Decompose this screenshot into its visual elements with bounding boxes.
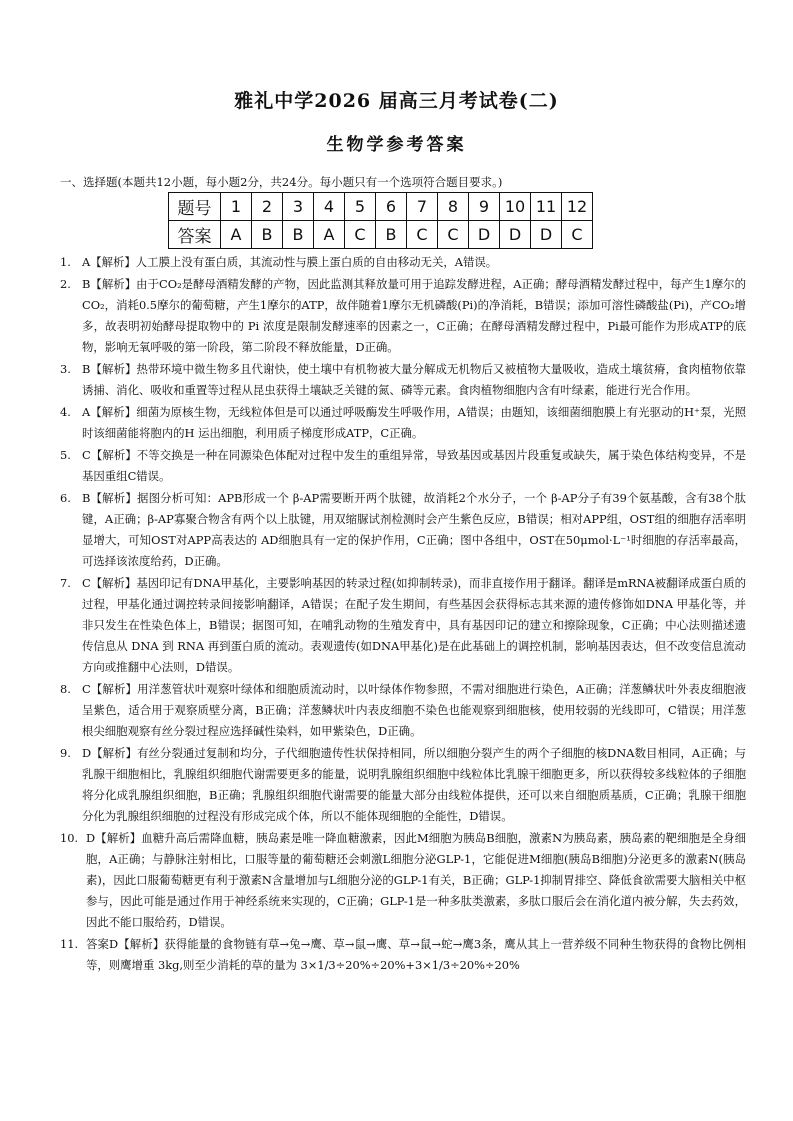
answer-choice: D (469, 221, 500, 249)
explanation-item (60, 573, 746, 678)
section-heading: 一、选择题(本题共12小题，每小题2分，共24分。每小题只有一个选项符合题目要求。) (60, 175, 503, 189)
answer-choice: C (438, 221, 469, 249)
explanation-item (60, 679, 746, 742)
explanation-item (60, 934, 746, 976)
answer-table-answer-row (169, 221, 593, 249)
item-number: 8. (60, 682, 71, 696)
question-number: 2 (252, 193, 283, 221)
item-text: A【解析】人工膜上没有蛋白质，其流动性与膜上蛋白质的自由移动无关，A错误。 (82, 255, 498, 269)
item-text: D【解析】血糖升高后需降血糖，胰岛素是唯一降血糖激素，因此M细胞为胰岛B细胞，激素N为胰岛素，胰岛素的靶细胞是全身细胞，A正确；与静脉注射相比，口服等量的葡萄糖还会刺激L细胞分泌GLP-1，它能促进M细胞(胰岛B细胞)分泌更多的激素N(胰岛素)，因此口服葡萄糖更有利于激素N含量增加与L细胞分泌的GLP-1有关，B正确；GLP-1抑制胃排空、降低食欲需要大脑相关中枢参与，因此可能是通过作用于神经系统来实现的，C正确；GLP-1是一种多肽类激素，多肽口服后会在消化道内被分解，失去药效，因此不能口服给药，D错误。 (86, 831, 746, 929)
explanation-item (60, 488, 746, 572)
item-text: B【解析】由于CO₂是酵母酒精发酵的产物，因此监测其释放量可用于追踪发酵进程，A正确；酵母酒精发酵过程中，每产生1摩尔的CO₂，消耗0.5摩尔的葡萄糖，产生1摩尔的ATP，故伴随着1摩尔无机磷酸(Pi)的净消耗，B错误；添加可溶性磷酸盐(Pi)，产CO₂增多，故表明初始酵母提取物中的 Pi 浓度是限制发酵速率的因素之一，C正确；在酵母酒精发酵过程中，Pi最可能作为形成ATP的底物，影响无氧呼吸的第一阶段，第二阶段不释放能量，D正确。 (82, 277, 746, 354)
answer-choice: B (283, 221, 314, 249)
question-number: 6 (376, 193, 407, 221)
question-number: 4 (314, 193, 345, 221)
item-number: 10. (60, 831, 79, 845)
item-text: C【解析】用洋葱管状叶观察叶绿体和细胞质流动时，以叶绿体作物参照，不需对细胞进行染色，A正确；洋葱鳞状叶外表皮细胞液呈紫色，适合用于观察质壁分离，B正确；洋葱鳞状叶内表皮细胞不染色也能观察到细胞核，使用较弱的光线即可，C错误；用洋葱根尖细胞观察有丝分裂过程应选择碱性染料，如甲紫染色，D正确。 (82, 682, 746, 738)
answer-choice: A (314, 221, 345, 249)
item-number: 6. (60, 491, 71, 505)
explanation-list (60, 252, 746, 977)
question-number: 5 (345, 193, 376, 221)
question-number: 11 (531, 193, 562, 221)
page-subtitle: 生物学参考答案 (326, 135, 467, 155)
answer-choice: C (407, 221, 438, 249)
question-number: 3 (283, 193, 314, 221)
answer-choice: B (376, 221, 407, 249)
row-label-answer: 答案 (169, 221, 221, 249)
item-number: 7. (60, 576, 71, 590)
answer-choice: C (345, 221, 376, 249)
item-number: 4. (60, 405, 71, 419)
item-text: C【解析】基因印记有DNA甲基化，主要影响基因的转录过程(如抑制转录)，而非直接作用于翻译。翻译是mRNA被翻译成蛋白质的过程，甲基化通过调控转录间接影响翻译，A错误；在配子发生期间，有些基因会获得标志其来源的遗传修饰如DNA 甲基化等，并非只发生在性染色体上，B错误；据图可知，在哺乳动物的生殖发育中，具有基因印记的建立和擦除现象，C正确；中心法则描述遗传信息从 DNA 到 RNA 再到蛋白质的流动。表观遗传(如DNA甲基化)是在此基础上的调控机制，影响基因表达，但不改变信息流动方向或推翻中心法则，D错误。 (82, 576, 746, 674)
item-number: 3. (60, 362, 71, 376)
question-number: 7 (407, 193, 438, 221)
item-number: 2. (60, 277, 71, 291)
item-text: 答案D【解析】获得能量的食物链有草→兔→鹰、草→鼠→鹰、草→鼠→蛇→鹰3条，鹰从其上一营养级不同种生物获得的食物比例相等，则鹰增重 3kg,则至少消耗的草的量为 3×1/3÷20%÷20%+3×1/3÷20%÷20% (86, 937, 746, 972)
explanation-item (60, 743, 746, 827)
item-text: B【解析】据图分析可知：APB形成一个 β-AP需要断开两个肽键，故消耗2个水分子，一个 β-AP分子有39个氨基酸，含有38个肽键，A正确；β-AP寡聚合物含有两个以上肽键，用双缩脲试剂检测时会产生紫色反应，B错误；相对APP组，OST组的细胞存活率明显增大，可知OST对APP高表达的 AD细胞具有一定的保护作用，C正确；图中各组中，OST在50μmol·L⁻¹时细胞的存活率最高，可选择该浓度给药，D正确。 (82, 491, 746, 568)
question-number: 8 (438, 193, 469, 221)
explanation-item (60, 252, 746, 273)
answer-choice: C (562, 221, 593, 249)
question-number: 12 (562, 193, 593, 221)
answer-choice: B (252, 221, 283, 249)
item-text: B【解析】热带环境中微生物多且代谢快，使土壤中有机物被大量分解成无机物后又被植物大量吸收，造成土壤贫瘠，食肉植物依靠诱捕、消化、吸收和重置等过程从昆虫获得土壤缺乏关键的氮、磷等元素。食肉植物细胞内含有叶绿素，能进行光合作用。 (82, 362, 746, 397)
item-number: 5. (60, 448, 71, 462)
row-label-number: 题号 (169, 193, 221, 221)
answer-choice: D (531, 221, 562, 249)
question-number: 10 (500, 193, 531, 221)
answer-table-number-row (169, 193, 593, 221)
explanation-item (60, 359, 746, 401)
item-text: D【解析】有丝分裂通过复制和均分，子代细胞遗传性状保持相同，所以细胞分裂产生的两个子细胞的核DNA数目相同，A正确；与乳腺干细胞相比，乳腺组织细胞代谢需要更多的能量，说明乳腺组织细胞中线粒体比乳腺干细胞更多，所以获得较多线粒体的子细胞将分化成乳腺组织细胞，B正确；乳腺组织细胞代谢需要的能量大部分由线粒体提供，还可以来自细胞质基质，C正确；乳腺干细胞分化为乳腺组织细胞的过程没有形成完成个体，所以不能体现细胞的全能性，D错误。 (82, 746, 746, 823)
explanation-item (60, 274, 746, 358)
item-number: 11. (60, 937, 79, 951)
answer-table (168, 192, 593, 249)
item-text: A【解析】细菌为原核生物，无线粒体但是可以通过呼吸酶发生呼吸作用，A错误；由题知，该细菌细胞膜上有光驱动的H⁺泵，光照时该细菌能将胞内的H 运出细胞，利用质子梯度形成ATP，C正确。 (82, 405, 746, 440)
question-number: 1 (221, 193, 252, 221)
explanation-item (60, 445, 746, 487)
explanation-item (60, 402, 746, 444)
question-number: 9 (469, 193, 500, 221)
item-number: 9. (60, 746, 71, 760)
answer-choice: A (221, 221, 252, 249)
page-title: 雅礼中学2026 届高三月考试卷(二) (234, 90, 559, 112)
answer-choice: D (500, 221, 531, 249)
item-number: 1. (60, 255, 71, 269)
explanation-item (60, 828, 746, 933)
item-text: C【解析】不等交换是一种在同源染色体配对过程中发生的重组异常，导致基因或基因片段重复或缺失，属于染色体结构变异，不是基因重组C错误。 (82, 448, 746, 483)
